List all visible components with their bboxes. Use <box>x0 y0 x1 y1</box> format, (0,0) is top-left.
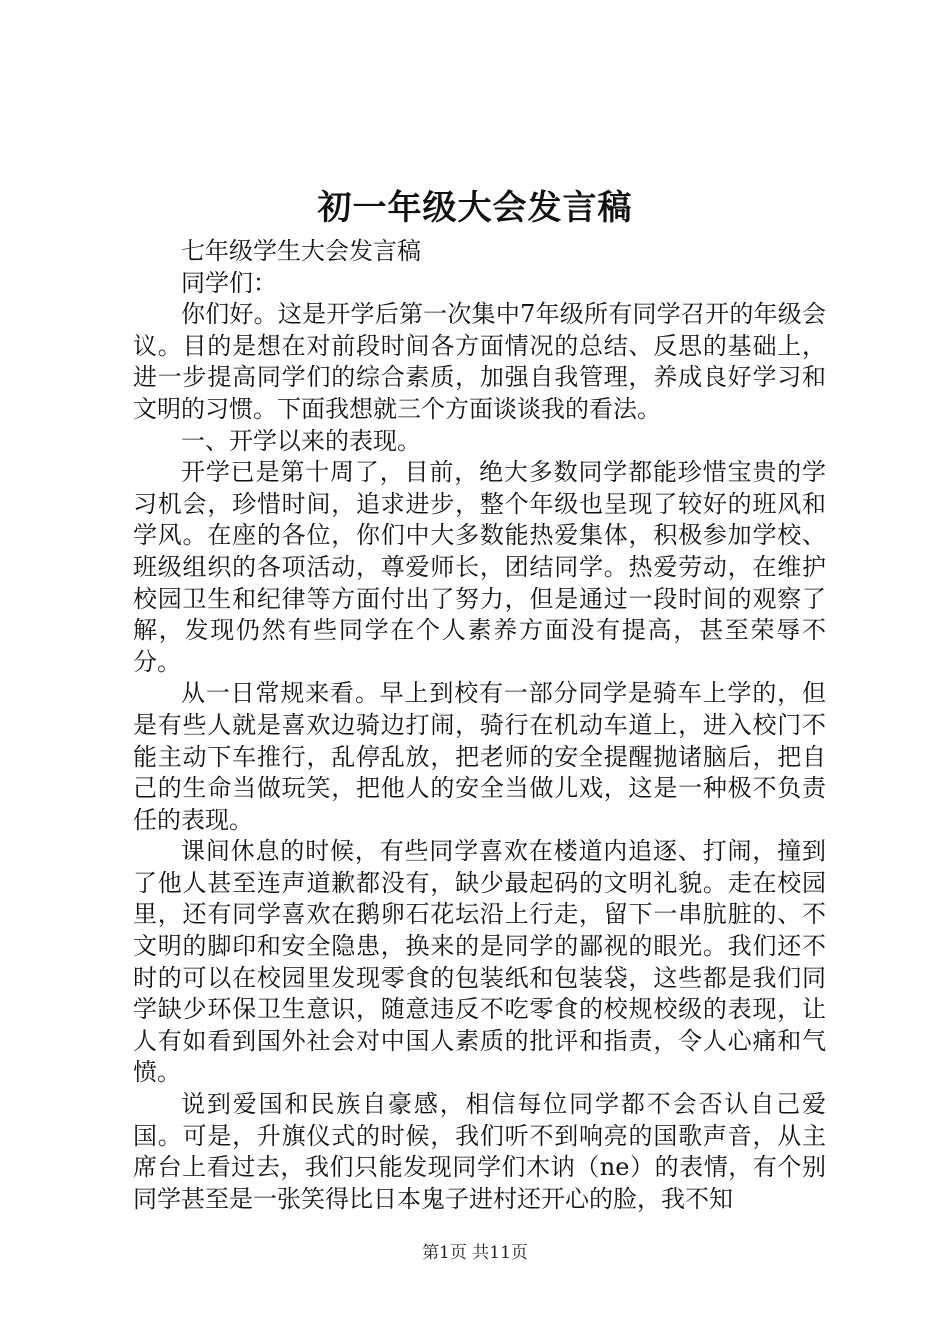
paragraph: 开学已是第十周了，目前，绝大多数同学都能珍惜宝贵的学习机会，珍惜时间，追求进步，整个年级也呈现了较好的班风和学风。在座的各位，你们中大多数能热爱集体，积极参加学校、班级组织的各项活动，尊爱师长，团结同学。热爱劳动，在维护校园卫生和纪律等方面付出了努力，但是通过一段时间的观察了解，发现仍然有些同学在个人素养方面没有提高，甚至荣辱不分。 <box>133 458 826 676</box>
paragraph: 从一日常规来看。早上到校有一部分同学是骑车上学的，但是有些人就是喜欢边骑边打闹，骑行在机动车道上，进入校门不能主动下车推行，乱停乱放，把老师的安全提醒抛诸脑后，把自己的生命当做玩笑，把他人的安全当做儿戏，这是一种极不负责任的表现。 <box>133 679 826 834</box>
paragraph-subtitle: 七年级学生大会发言稿 <box>181 237 421 265</box>
section-heading: 一、开学以来的表现。 <box>181 426 421 455</box>
document-title: 初一年级大会发言稿 <box>317 188 633 228</box>
page-number-footer: 第1页 共11页 <box>422 1243 528 1263</box>
paragraph-greeting: 同学们： <box>181 268 277 297</box>
document-body <box>133 236 826 1215</box>
paragraph: 你们好。这是开学后第一次集中7年级所有同学召开的年级会议。目的是想在对前段时间各方面情况的总结、反思的基础上，进一步提高同学们的综合素质，加强自我管理，养成良好学习和文明的习惯。下面我想就三个方面谈谈我的看法。 <box>133 300 826 423</box>
paragraph: 课间休息的时候，有些同学喜欢在楼道内追逐、打闹，撞到了他人甚至连声道歉都没有，缺少最起码的文明礼貌。走在校园里，还有同学喜欢在鹅卵石花坛沿上行走，留下一串肮脏的、不文明的脚印和安全隐患，换来的是同学的鄙视的眼光。我们还不时的可以在校园里发现零食的包装纸和包装袋，这些都是我们同学缺少环保卫生意识，随意违反不吃零食的校规校级的表现，让人有如看到国外社会对中国人素质的批评和指责，令人心痛和气愤。 <box>133 837 826 1087</box>
paragraph: 说到爱国和民族自豪感，相信每位同学都不会否认自己爱国。可是，升旗仪式的时候，我们听不到响亮的国歌声音，从主席台上看过去，我们只能发现同学们木讷（ne）的表情，有个别同学甚至是一张笑得比日本鬼子进村还开心的脸，我不知 <box>133 1090 826 1213</box>
